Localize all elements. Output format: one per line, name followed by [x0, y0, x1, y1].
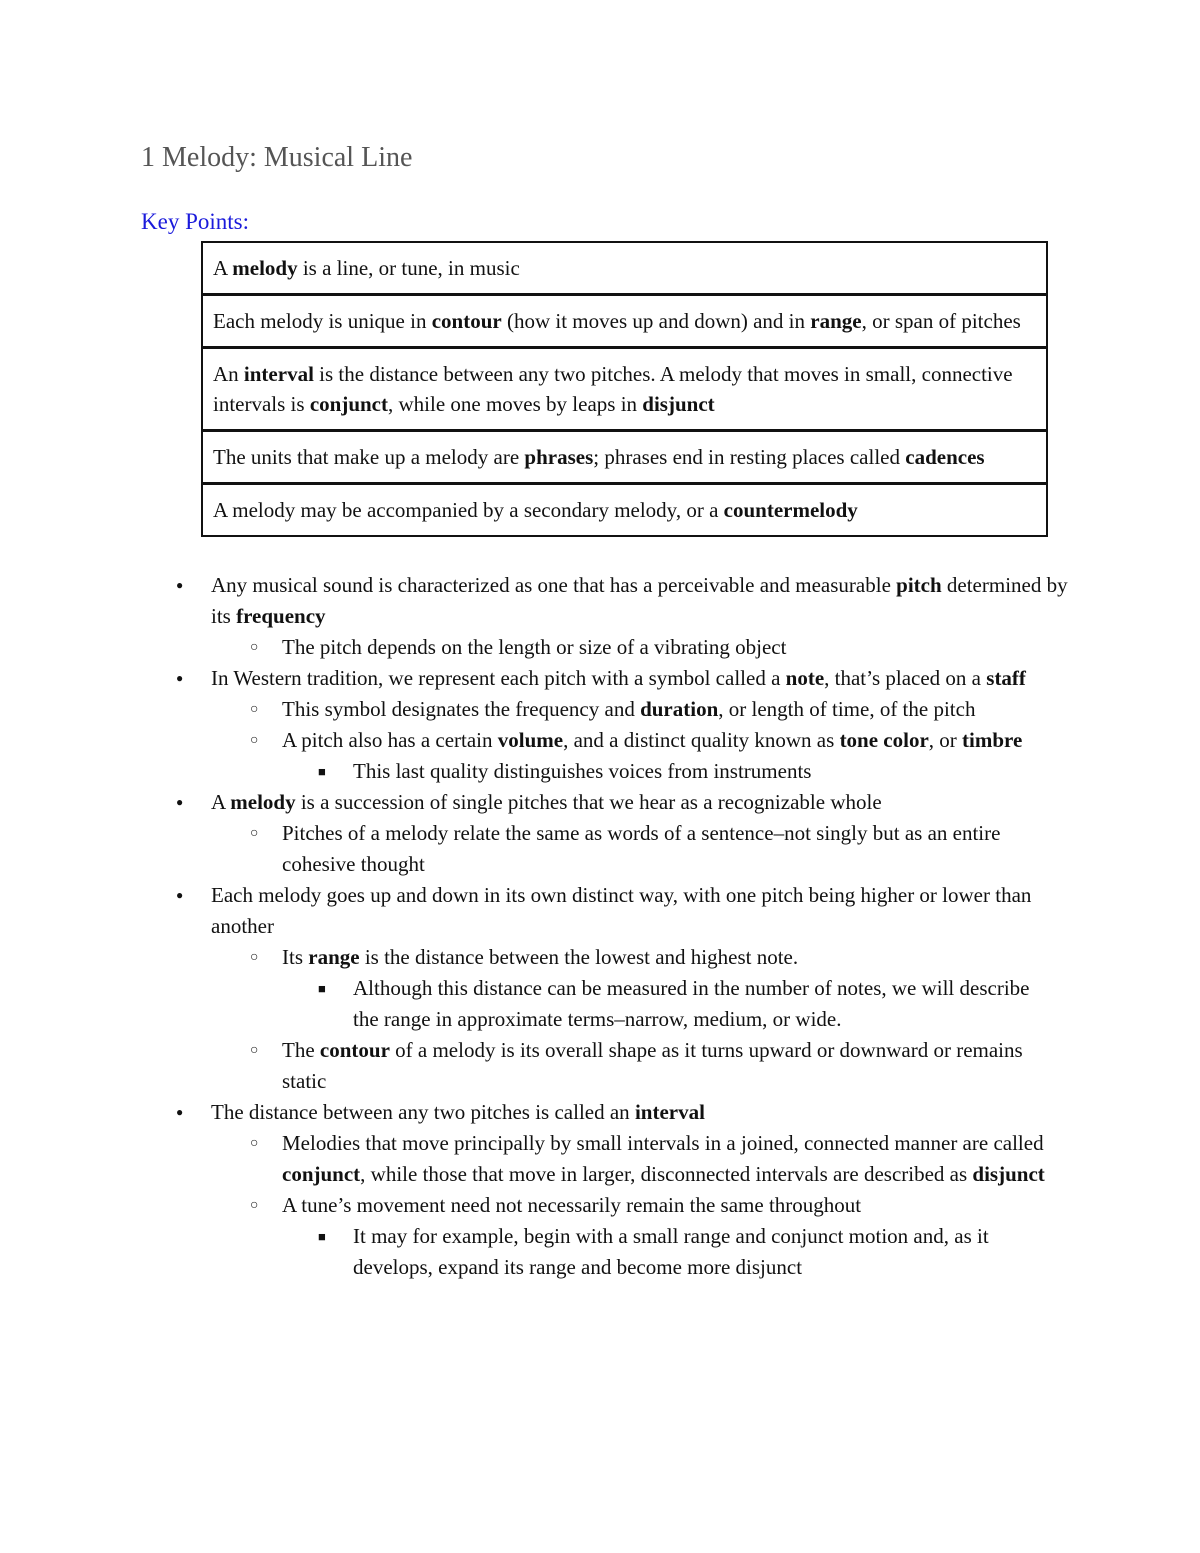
key-point-row: A melody may be accompanied by a secondary melody, or a countermelody: [203, 482, 1046, 535]
key-point-row: A melody is a line, or tune, in music: [213, 256, 520, 280]
bold-term: range: [308, 945, 360, 969]
hollow-bullet-icon: ○: [250, 640, 259, 655]
bold-term: phrases: [524, 445, 594, 469]
hollow-bullet-icon: ○: [250, 1136, 259, 1151]
filled-bullet-icon: ●: [176, 795, 184, 809]
square-bullet-icon: ■: [318, 764, 326, 779]
hollow-bullet-icon: ○: [250, 826, 259, 841]
bold-term: frequency: [236, 604, 326, 628]
filled-bullet-icon: ●: [176, 578, 184, 592]
bold-term: melody: [230, 790, 296, 814]
page-title: 1 Melody: Musical Line: [141, 142, 413, 173]
bold-term: disjunct: [972, 1162, 1045, 1186]
hollow-bullet-icon: ○: [250, 733, 259, 748]
bold-term: note: [785, 666, 825, 690]
list-item: ○ This symbol designates the frequency and duration, or length of time, of the pitch: [0, 694, 1062, 725]
bold-term: tone color: [839, 728, 929, 752]
filled-bullet-icon: ●: [176, 888, 184, 902]
list-item: ■ It may for example, begin with a small range and conjunct motion and, as it develops, expand its range and become more disjunct: [0, 1221, 1053, 1283]
bold-term: timbre: [962, 728, 1023, 752]
list-item: ○ Its range is the distance between the lowest and highest note.: [0, 942, 1062, 973]
bold-term: contour: [431, 309, 502, 333]
bold-term: disjunct: [642, 392, 715, 416]
bold-term: interval: [243, 362, 314, 386]
list-item: ● Each melody goes up and down in its own distinct way, with one pitch being higher or lower than another: [0, 880, 1071, 942]
list-item: ● The distance between any two pitches is called an interval: [0, 1097, 1071, 1128]
list-item: ○ The contour of a melody is its overall shape as it turns upward or downward or remains static: [0, 1035, 1062, 1097]
list-item: ● Any musical sound is characterized as one that has a perceivable and measurable pitch determined by its frequency: [0, 570, 1071, 632]
filled-bullet-icon: ●: [176, 671, 184, 685]
filled-bullet-icon: ●: [176, 1105, 184, 1119]
key-points-table: [201, 241, 1048, 537]
list-item: ● A melody is a succession of single pitches that we hear as a recognizable whole: [0, 787, 1071, 818]
bold-term: interval: [634, 1100, 705, 1124]
list-item: ■ Although this distance can be measured in the number of notes, we will describe the range in approximate terms–narrow, medium, or wide.: [0, 973, 1053, 1035]
key-point-row: Each melody is unique in contour (how it moves up and down) and in range, or span of pitches: [203, 293, 1046, 346]
list-item: ■ This last quality distinguishes voices from instruments: [0, 756, 1053, 787]
list-item: ○ A tune’s movement need not necessarily remain the same throughout: [0, 1190, 1062, 1221]
bold-term: range: [810, 309, 862, 333]
list-item: ○ A pitch also has a certain volume, and a distinct quality known as tone color, or timbre: [0, 725, 1062, 756]
bold-term: duration: [640, 697, 719, 721]
bold-term: melody: [232, 256, 298, 280]
hollow-bullet-icon: ○: [250, 950, 259, 965]
list-item: ○ Melodies that move principally by small intervals in a joined, connected manner are called conjunct, while those that move in larger, disconnected intervals are described as disjunct: [0, 1128, 1062, 1190]
hollow-bullet-icon: ○: [250, 702, 259, 717]
bold-term: conjunct: [309, 392, 388, 416]
hollow-bullet-icon: ○: [250, 1043, 259, 1058]
bold-term: cadences: [905, 445, 985, 469]
list-item: ○ The pitch depends on the length or size of a vibrating object: [0, 632, 1062, 663]
key-point-row: An interval is the distance between any two pitches. A melody that moves in small, connective intervals is conjunct, while one moves by leaps in disjunct: [203, 346, 1046, 429]
key-points-heading: Key Points:: [141, 209, 249, 234]
bold-term: conjunct: [282, 1162, 361, 1186]
list-item: ○ Pitches of a melody relate the same as words of a sentence–not singly but as an entire cohesive thought: [0, 818, 1062, 880]
square-bullet-icon: ■: [318, 981, 326, 996]
key-point-row: The units that make up a melody are phrases; phrases end in resting places called cadences: [203, 429, 1046, 482]
bold-term: contour: [319, 1038, 390, 1062]
list-item: ● In Western tradition, we represent each pitch with a symbol called a note, that’s placed on a staff: [0, 663, 1071, 694]
bullet-list: [0, 570, 1200, 1283]
hollow-bullet-icon: ○: [250, 1198, 259, 1213]
bold-term: pitch: [896, 573, 942, 597]
bold-term: volume: [497, 728, 564, 752]
bold-term: countermelody: [723, 498, 858, 522]
square-bullet-icon: ■: [318, 1229, 326, 1244]
bold-term: staff: [986, 666, 1026, 690]
